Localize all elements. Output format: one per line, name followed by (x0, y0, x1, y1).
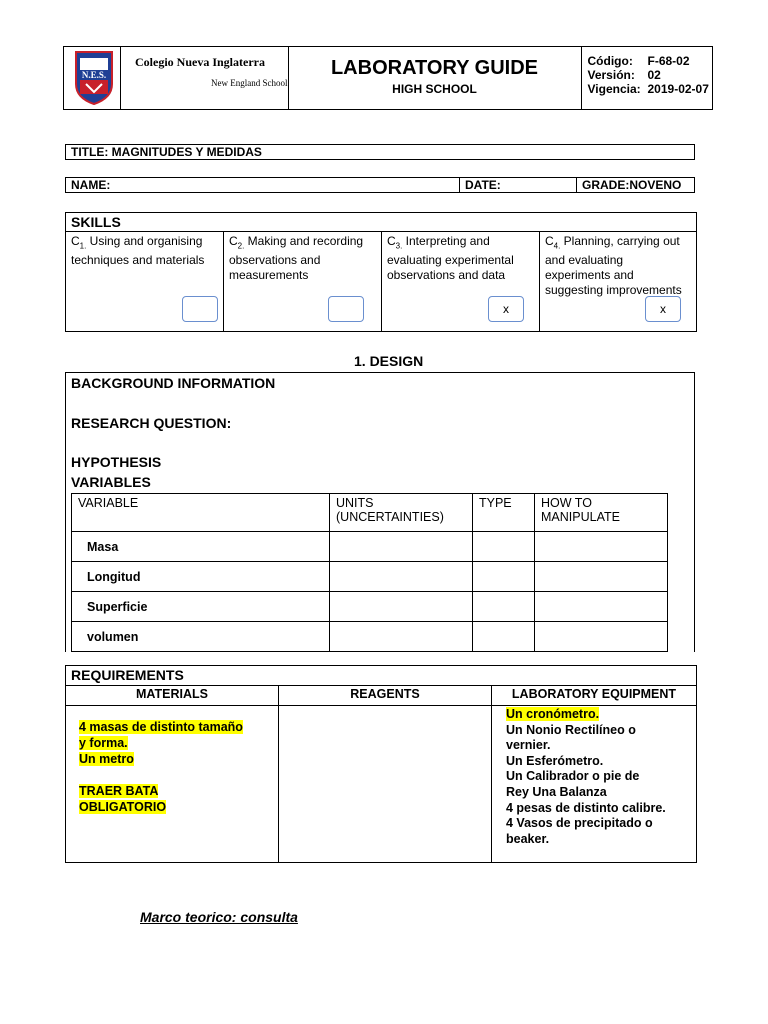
vigencia-label: Vigencia: (587, 82, 641, 96)
vigencia-value: 2019-02-07 (647, 82, 709, 96)
school-subtitle: New England School (211, 78, 288, 88)
marco-teorico: Marco teorico: consulta (140, 909, 298, 925)
skill-text: Interpreting and evaluating experimental observations and data (387, 234, 514, 283)
variables-label: VARIABLES (71, 474, 151, 490)
skill-code-sub: 2. (237, 241, 245, 251)
var-header-variable: VARIABLE (72, 494, 330, 532)
equipment-item: Un Esferómetro. (506, 753, 604, 768)
reagents-cell (279, 706, 492, 863)
table-cell[interactable] (330, 562, 473, 592)
doc-title-cell (288, 47, 581, 110)
skill-c4-checkbox[interactable]: x (645, 296, 681, 322)
doc-codes (588, 54, 713, 96)
skills-title: SKILLS (71, 214, 121, 230)
table-cell[interactable] (473, 592, 535, 622)
skill-code-sub: 1. (79, 241, 87, 251)
table-cell[interactable] (330, 622, 473, 652)
equipment-item: Un Calibrador o pie de (506, 769, 640, 784)
table-row: volumen (72, 622, 330, 652)
school-name: Colegio Nueva Inglaterra (135, 55, 265, 69)
equipment-item: Rey Una Balanza (506, 784, 607, 799)
skill-code: C (71, 234, 80, 248)
table-cell[interactable] (473, 532, 535, 562)
name-label: NAME: (71, 178, 111, 192)
skills-heading (65, 212, 697, 232)
materials-cell (66, 706, 279, 863)
grade-divider (576, 178, 577, 192)
skill-c2-checkbox[interactable] (328, 296, 364, 322)
title-text: TITLE: MAGNITUDES Y MEDIDAS (71, 145, 262, 159)
requirements-heading (65, 665, 697, 686)
skill-text: Planning, carrying out and evaluating experiments and suggesting improvements (545, 234, 682, 298)
equipment-item: 4 pesas de distinto calibre. (506, 800, 666, 815)
school-logo (74, 50, 114, 106)
table-row: Masa (72, 532, 330, 562)
var-header-units: UNITS (UNCERTAINTIES) (330, 494, 473, 532)
equipment-item: Un cronómetro. (506, 707, 600, 721)
req-header-equipment: LABORATORY EQUIPMENT (492, 686, 697, 706)
title-line (65, 144, 695, 160)
material-item: 4 masas de distinto tamaño (79, 720, 243, 734)
variables-table (71, 493, 668, 652)
table-cell[interactable] (330, 532, 473, 562)
equipment-item: beaker. (506, 831, 550, 846)
skill-text: Making and recording observations and measurements (229, 234, 364, 283)
version-value: 02 (647, 68, 661, 82)
material-item: OBLIGATORIO (79, 800, 167, 814)
skill-c3 (382, 232, 540, 332)
name-line (65, 177, 695, 193)
table-cell[interactable] (535, 532, 668, 562)
table-cell[interactable] (535, 562, 668, 592)
hypothesis-label: HYPOTHESIS (71, 454, 162, 470)
date-divider (459, 178, 460, 192)
req-header-reagents: REAGENTS (279, 686, 492, 706)
document-header (63, 46, 713, 110)
logo-text: N.E.S. (81, 70, 107, 80)
doc-title: LABORATORY GUIDE (330, 57, 539, 79)
grade-label: GRADE:NOVENO (582, 178, 682, 192)
table-row: Longitud (72, 562, 330, 592)
equipment-item: vernier. (506, 738, 551, 753)
logo-cell (64, 47, 121, 110)
skill-code: C (387, 234, 396, 248)
design-heading: 1. DESIGN (354, 353, 424, 369)
table-cell[interactable] (330, 592, 473, 622)
school-name-cell (121, 47, 289, 110)
skill-code: C (545, 234, 554, 248)
material-item: Un metro (79, 752, 134, 766)
equipment-item: 4 Vasos de precipitado o (506, 816, 653, 831)
doc-subtitle: HIGH SCHOOL (392, 82, 477, 96)
skill-c1-checkbox[interactable] (182, 296, 218, 322)
requirements-title: REQUIREMENTS (71, 667, 184, 683)
research-label: RESEARCH QUESTION: (71, 415, 232, 431)
material-item: y forma. (79, 736, 128, 750)
equipment-item: Un Nonio Rectilíneo o (506, 722, 636, 737)
skill-text: Using and organising techniques and materials (71, 234, 205, 268)
skill-code-sub: 3. (395, 241, 403, 251)
skill-code: C (229, 234, 238, 248)
skills-table (65, 231, 697, 332)
skill-c2 (224, 232, 382, 332)
skill-c4 (540, 232, 697, 332)
table-cell[interactable] (535, 622, 668, 652)
table-cell[interactable] (535, 592, 668, 622)
skill-c1 (66, 232, 224, 332)
date-label: DATE: (465, 178, 501, 192)
var-header-how: HOW TO MANIPULATE (535, 494, 668, 532)
equipment-cell (492, 706, 697, 863)
codigo-value: F-68-02 (647, 54, 690, 68)
doc-codes-cell (581, 47, 713, 110)
req-header-materials: MATERIALS (66, 686, 279, 706)
table-cell[interactable] (473, 562, 535, 592)
background-label: BACKGROUND INFORMATION (71, 375, 276, 391)
var-header-type: TYPE (473, 494, 535, 532)
requirements-table (65, 685, 697, 863)
table-row: Superficie (72, 592, 330, 622)
codigo-label: Código: (587, 54, 633, 68)
version-label: Versión: (587, 68, 635, 82)
skill-c3-checkbox[interactable]: x (488, 296, 524, 322)
material-item: TRAER BATA (79, 784, 159, 798)
skill-code-sub: 4. (553, 241, 561, 251)
table-cell[interactable] (473, 622, 535, 652)
